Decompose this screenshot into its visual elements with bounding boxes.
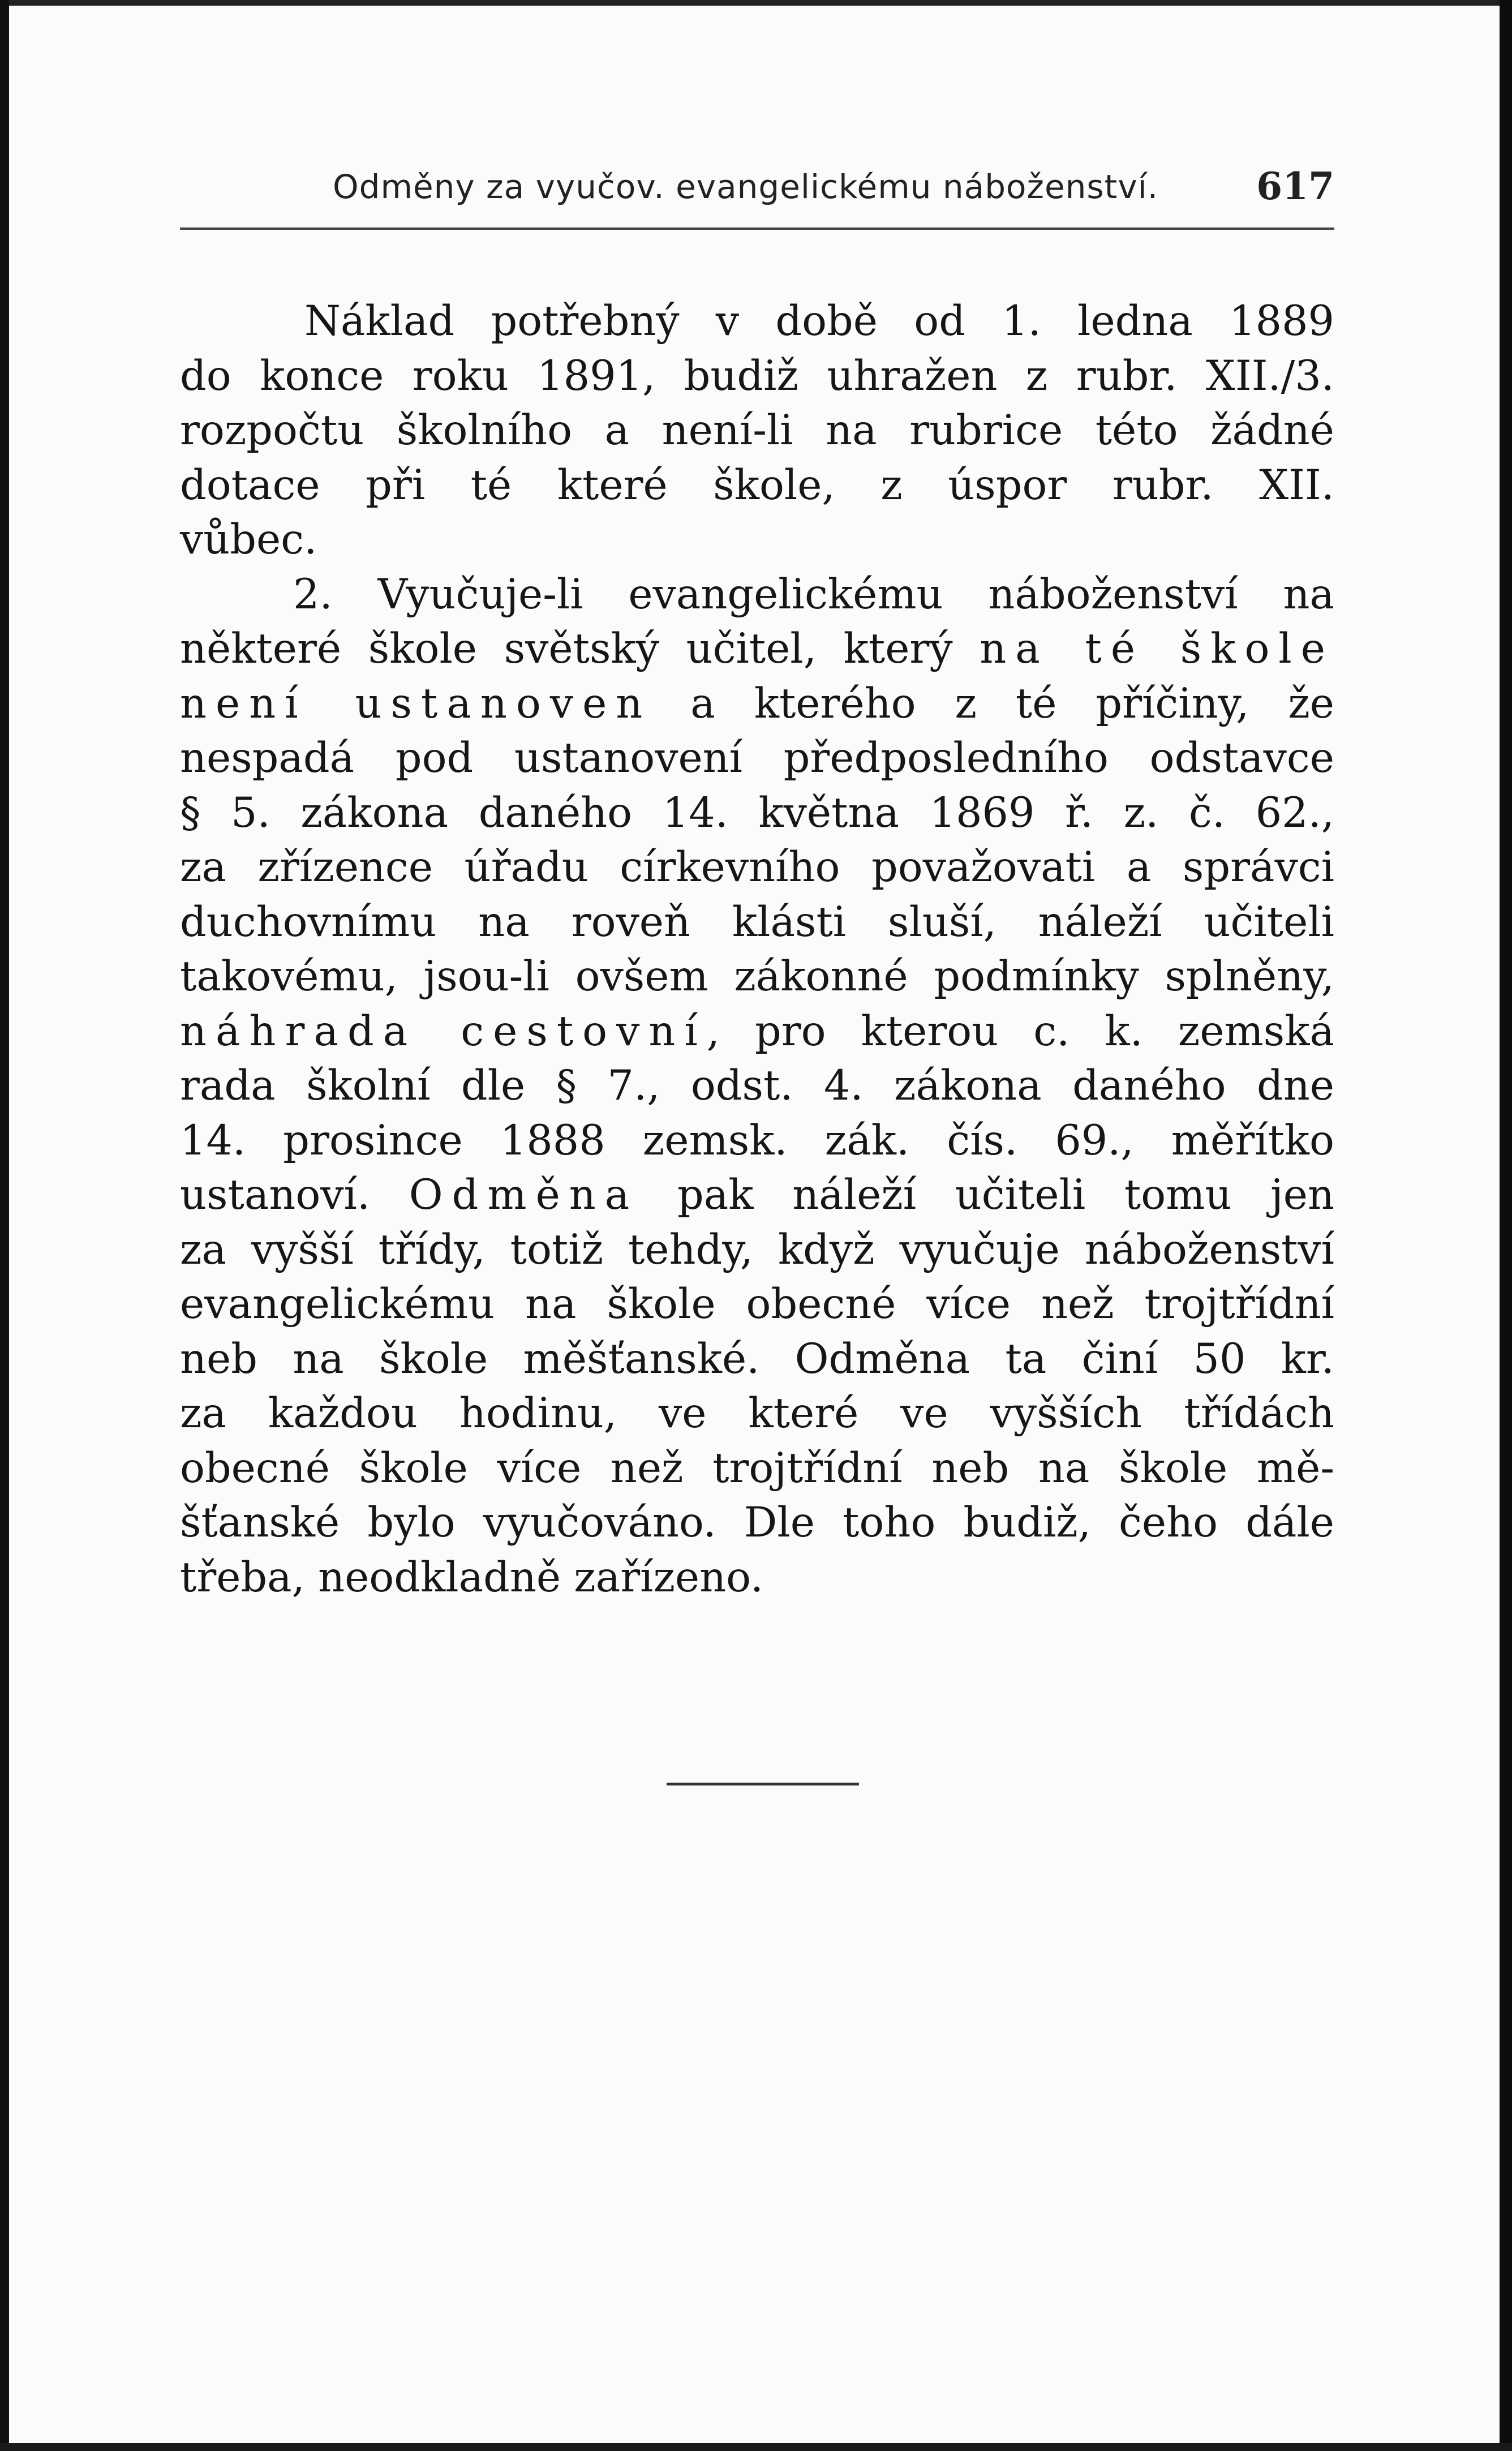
text-line [180, 1005, 1334, 1059]
body-text [180, 294, 1334, 1605]
scan-border-right [1500, 0, 1512, 2451]
text-line: rozpočtu školního a není-li na rubrice této žádné [180, 406, 1334, 454]
text-line: za zřízence úřadu církevního považovati a správci [180, 843, 1334, 891]
text-line [180, 677, 1334, 732]
text-run: pak náleží učiteli tomu jen [638, 1171, 1334, 1219]
text-run: a kterého z té příčiny, že [651, 679, 1334, 728]
text-line: takovému, jsou-li ovšem zákonné podmínky splněny, [180, 952, 1334, 1001]
emphasis-spaced: není ustanoven [180, 679, 652, 728]
running-title: Odměny za vyučov. evangelickému náboženství. [333, 168, 1159, 206]
text-line [180, 1168, 1334, 1223]
running-head [180, 164, 1334, 218]
header-rule [180, 227, 1334, 230]
scan-border-bottom [0, 2443, 1512, 2451]
text-line: třeba, neodkladně zařízeno. [180, 1553, 764, 1602]
text-run: ustanoví. [180, 1171, 409, 1219]
scan-border-left [0, 0, 9, 2451]
text-line: rada školní dle § 7., odst. 4. zákona daného dne [180, 1062, 1334, 1110]
emphasis-spaced: na té škole [980, 625, 1334, 673]
emphasis-spaced: náhrada cestovní [180, 1007, 707, 1055]
text-line: šťanské bylo vyučováno. Dle toho budiž, čeho dále [180, 1499, 1334, 1547]
paragraph-2 [180, 568, 1334, 1606]
text-line: obecné škole více než trojtřídní neb na škole mě- [180, 1444, 1334, 1492]
page-number: 617 [1256, 164, 1334, 208]
text-line: Náklad potřebný v době od 1. ledna 1889 [304, 297, 1334, 345]
text-line: za každou hodinu, ve které ve vyšších třídách [180, 1389, 1334, 1437]
text-line: vůbec. [180, 516, 317, 564]
text-line: 14. prosince 1888 zemsk. zák. čís. 69., měřítko [180, 1116, 1334, 1165]
text-line: evangelickému na škole obecné více než trojtřídní [180, 1280, 1334, 1328]
text-line: 2. Vyučuje-li evangelickému náboženství na [293, 570, 1334, 619]
text-line: duchovnímu na roveň klásti sluší, náleží učiteli [180, 898, 1334, 946]
text-run: , pro kterou c. k. zemská [706, 1007, 1334, 1055]
text-line: neb na škole měšťanské. Odměna ta činí 50 kr. [180, 1334, 1334, 1383]
text-line: nespadá pod ustanovení předposledního odstavce [180, 734, 1334, 782]
text-run: některé škole světský učitel, který [180, 625, 980, 673]
text-line [180, 622, 1334, 677]
scan-border-top [0, 0, 1512, 6]
text-line: dotace při té které škole, z úspor rubr. XII. [180, 461, 1334, 509]
text-line: do konce roku 1891, budiž uhražen z rubr. XII./3. [180, 351, 1334, 400]
emphasis-spaced: Odměna [409, 1171, 639, 1219]
text-line: za vyšší třídy, totiž tehdy, když vyučuje náboženství [180, 1225, 1334, 1274]
paragraph-1 [180, 294, 1334, 568]
text-line: § 5. zákona daného 14. května 1869 ř. z. č. 62., [180, 788, 1334, 837]
section-end-rule [667, 1783, 859, 1785]
